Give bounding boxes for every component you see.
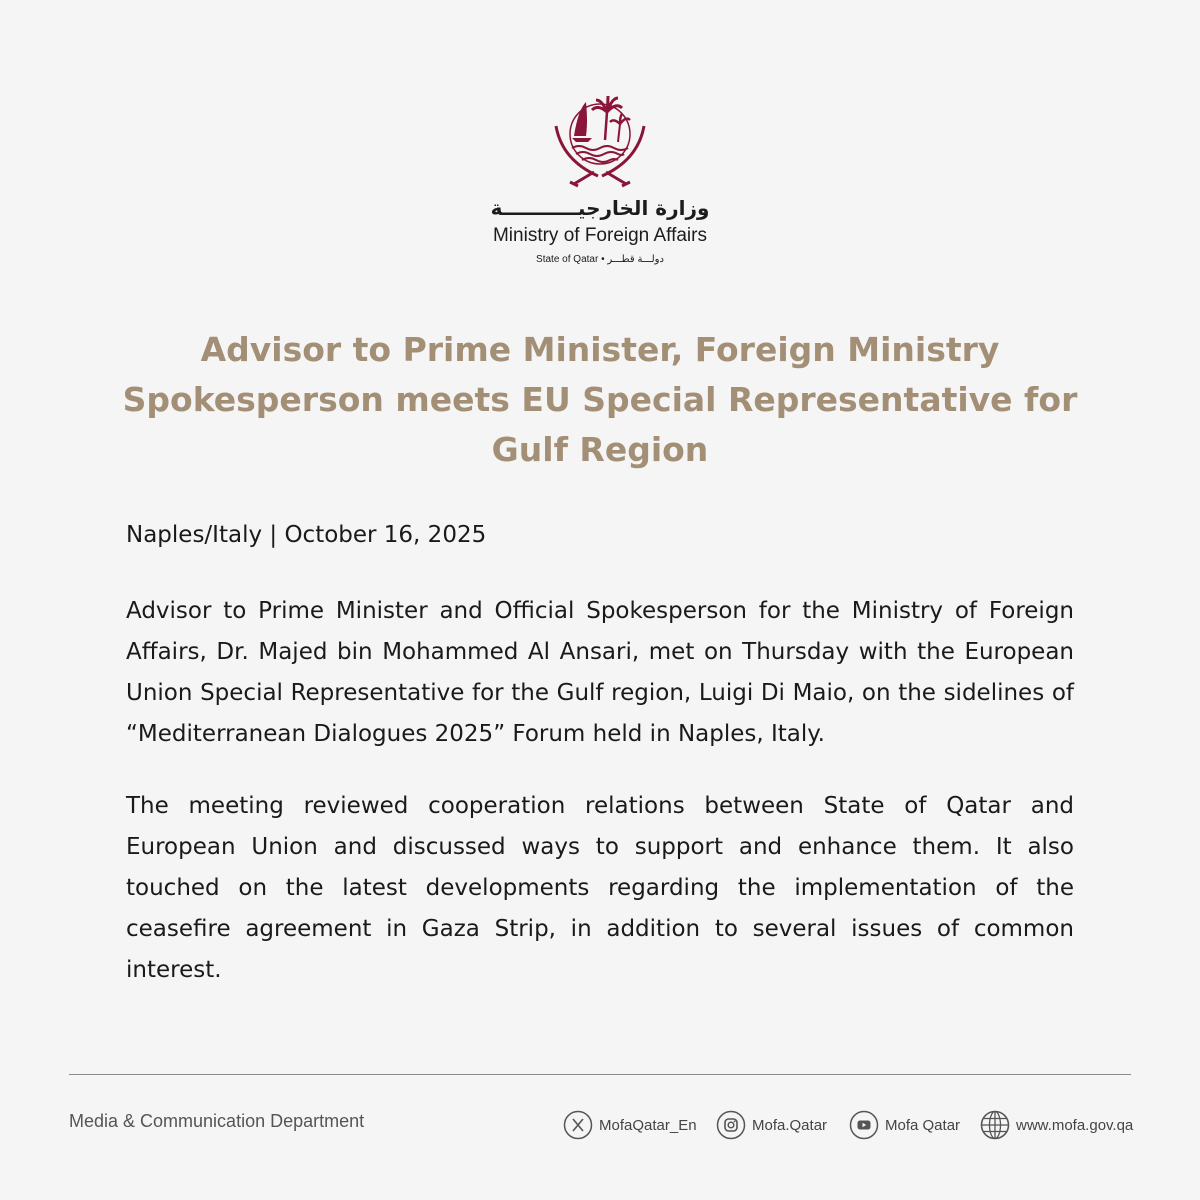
social-x-label: MofaQatar_En [599, 1116, 697, 1134]
social-instagram-link[interactable] [716, 1110, 827, 1140]
logo-english-name: Ministry of Foreign Affairs [492, 225, 707, 246]
website-link[interactable] [980, 1110, 1133, 1140]
x-icon [563, 1110, 593, 1140]
article-paragraph-2: The meeting reviewed cooperation relations between State of Qatar and European Union and discussed ways to support and enhance them. It also touched on the latest developments regarding the implementation of the ceasefire agreement in Gaza Strip, in addition to several issues of common interest. [126, 793, 1074, 983]
qatar-emblem [550, 92, 650, 192]
article-paragraph-1: Advisor to Prime Minister and Official Spokesperson for the Ministry of Foreign Affairs, Dr. Majed bin Mohammed Al Ansari, met on Thursday with the European Union Special Representative for the Gulf region, Luigi Di Maio, on the sidelines of “Mediterranean Dialogues 2025” Forum held in Naples, Italy. [126, 598, 1074, 747]
article-dateline: Naples/Italy | October 16, 2025 [126, 522, 487, 548]
social-youtube-link[interactable] [849, 1110, 960, 1140]
website-label: www.mofa.gov.qa [1016, 1116, 1134, 1134]
youtube-icon [849, 1110, 879, 1140]
article-title: Advisor to Prime Minister, Foreign Ministry Spokesperson meets EU Special Representative for Gulf Region [122, 330, 1078, 469]
instagram-icon [716, 1110, 746, 1140]
social-instagram-label: Mofa.Qatar [752, 1116, 828, 1134]
social-youtube-label: Mofa Qatar [885, 1116, 961, 1134]
footer-divider [69, 1074, 1131, 1075]
logo-arabic-name: وزارة الخارجيـــــــــــة [490, 196, 710, 220]
footer-department: Media & Communication Department [69, 1111, 365, 1131]
social-x-link[interactable] [563, 1110, 697, 1140]
logo-state-line: State of Qatar • دولـــة قطـــر [536, 254, 664, 265]
globe-icon [980, 1110, 1010, 1140]
